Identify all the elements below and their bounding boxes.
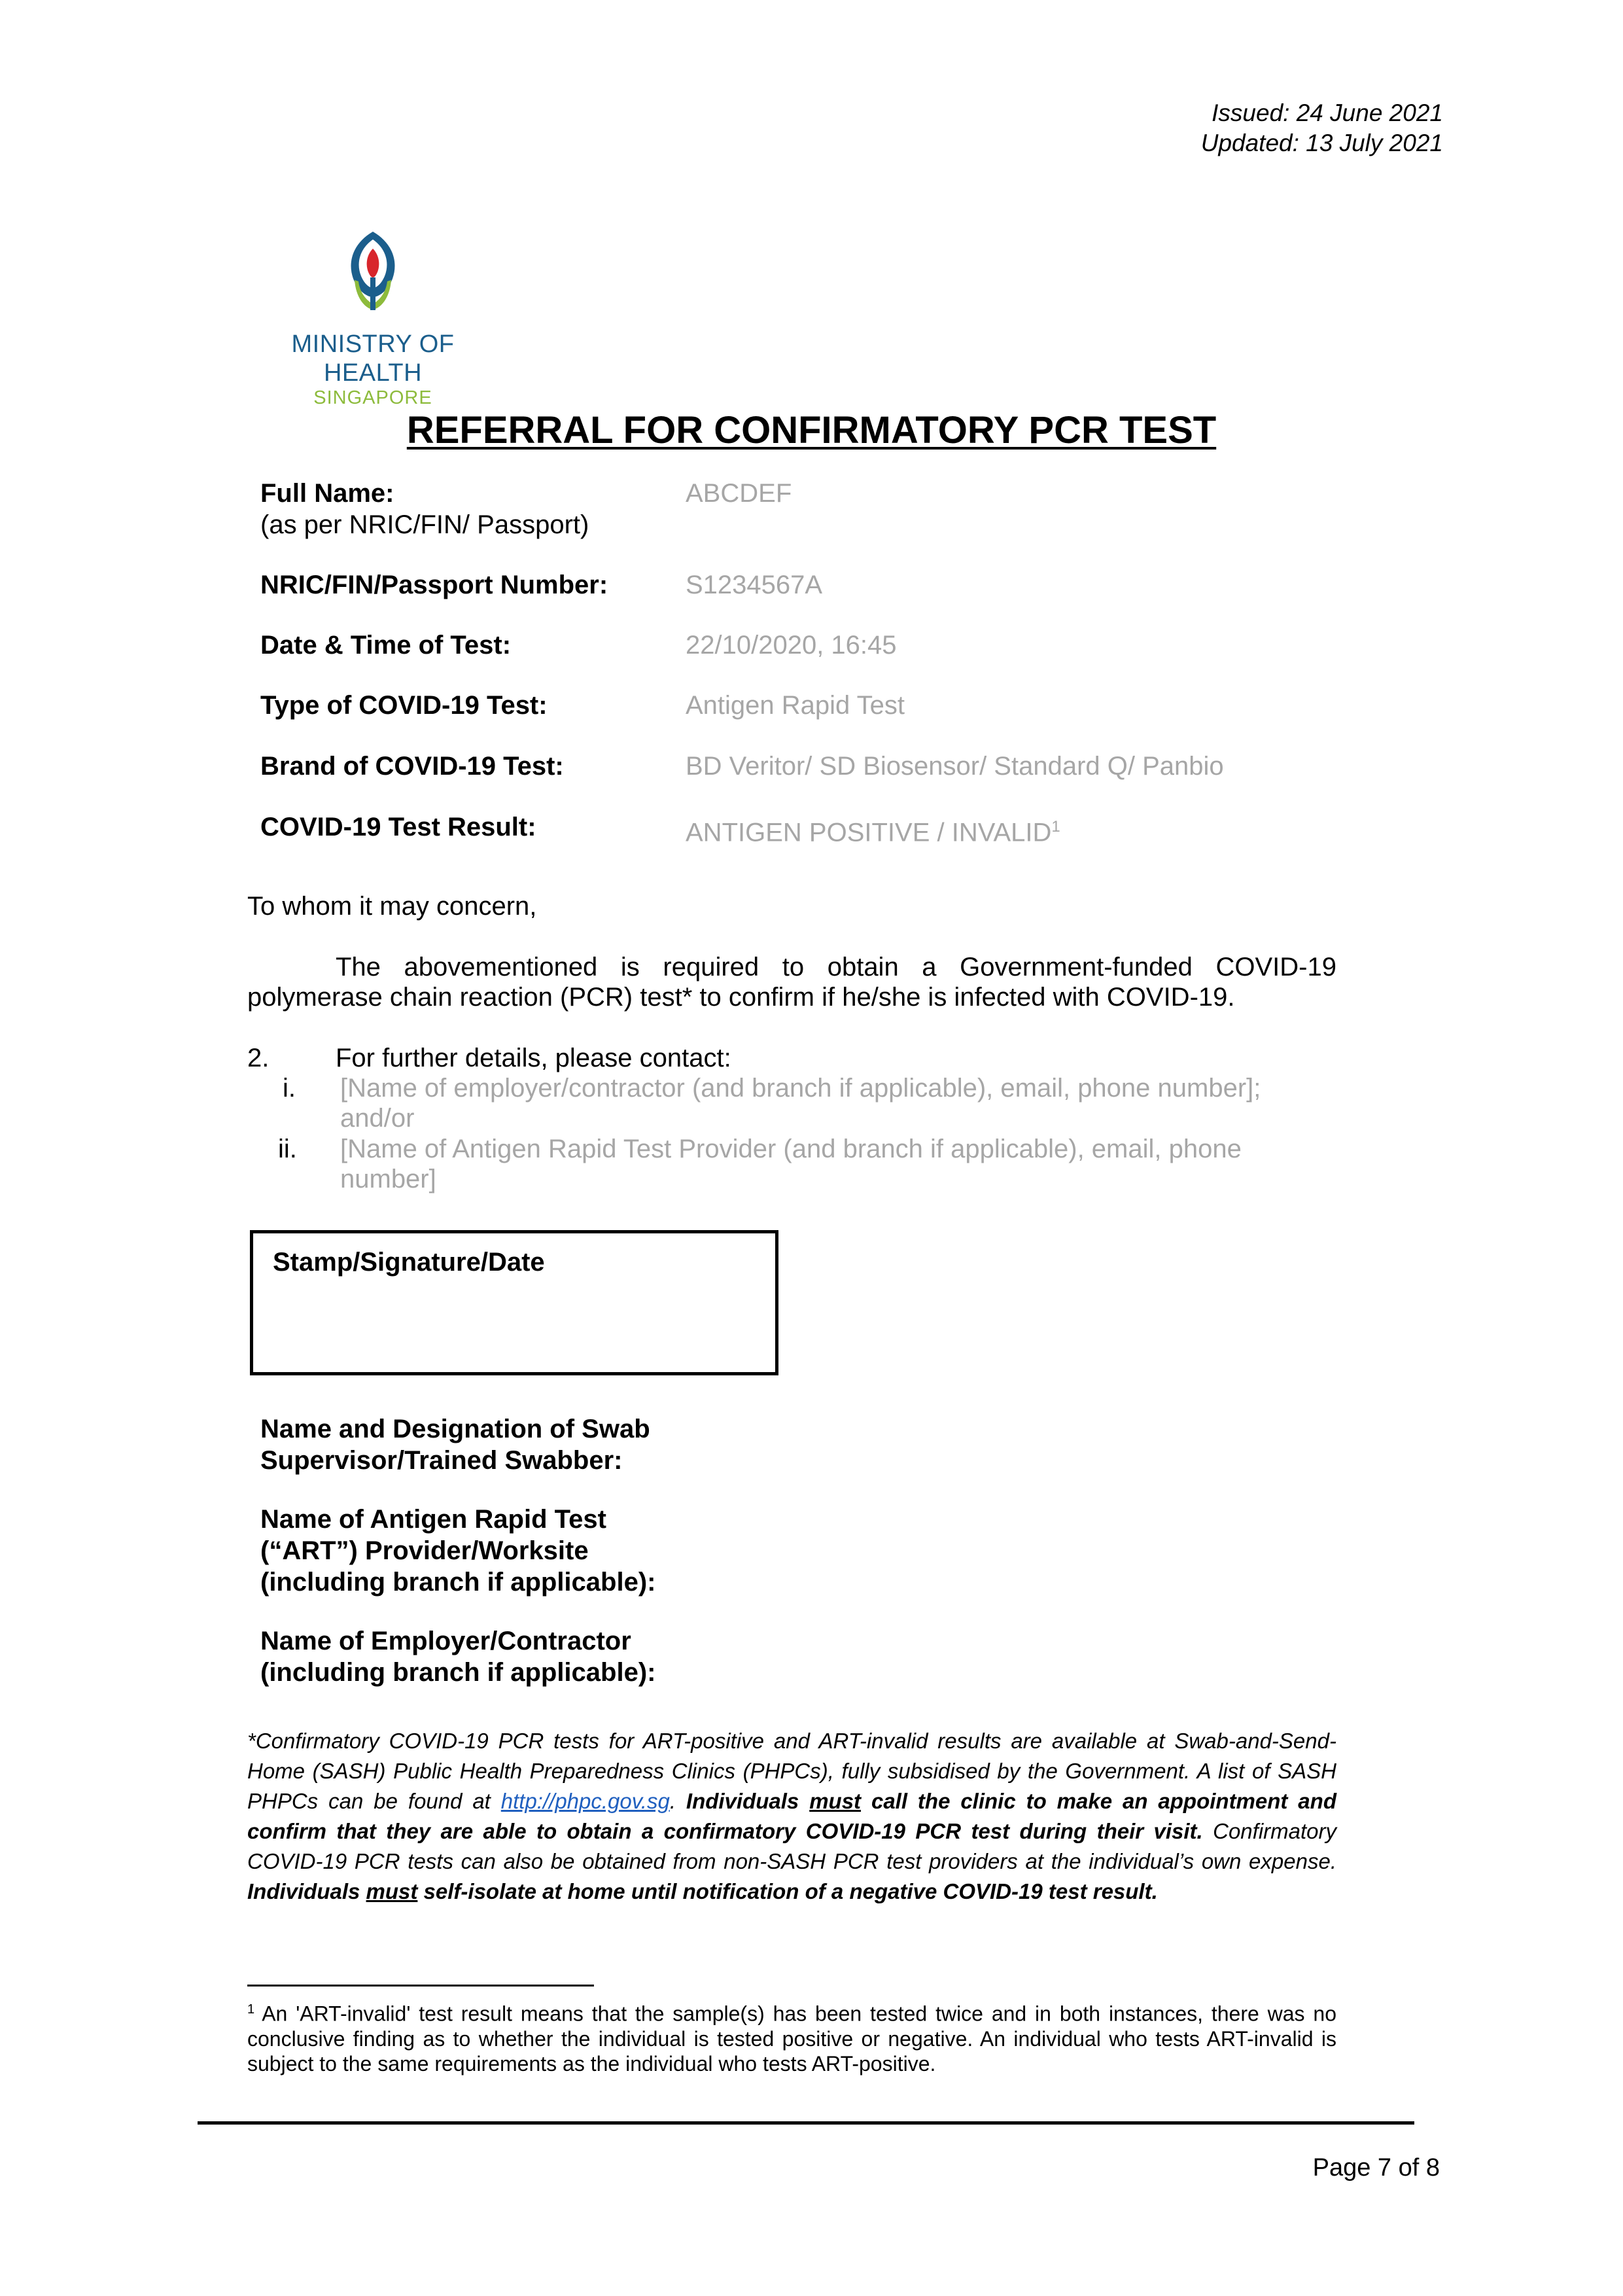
note-bold-2: call the clinic to make an appointment and confirm that they are able to obtain a confirmatory COVID-19 PCR test during their visit. bbox=[247, 1789, 1336, 1843]
contact-employer-item: [Name of employer/contractor (and branch if applicable), email, phone number]; and/or bbox=[340, 1074, 1261, 1133]
contact-art-provider-item: [Name of Antigen Rapid Test Provider (and branch if applicable), email, phone number] bbox=[340, 1135, 1242, 1193]
footer-rule bbox=[198, 2121, 1414, 2125]
test-brand-value: BD Veritor/ SD Biosensor/ Standard Q/ Panbio bbox=[686, 752, 1224, 781]
paragraph-1: The abovementioned is required to obtain a Government-funded COVID-19 polymerase chain reaction (PCR) test* to confirm if he/she is infected with COVID-19. bbox=[247, 953, 1336, 1012]
footnote bbox=[247, 1997, 1336, 2076]
test-result-footnote-ref: 1 bbox=[1051, 818, 1060, 836]
list-marker-ii: ii. bbox=[278, 1135, 297, 1163]
full-name-label bbox=[260, 478, 589, 540]
test-result-value bbox=[686, 811, 1060, 848]
employer-line2: (including branch if applicable): bbox=[260, 1658, 656, 1687]
swab-supervisor-label bbox=[260, 1413, 650, 1476]
document-title bbox=[0, 408, 1623, 452]
swab-supervisor-line2: Supervisor/Trained Swabber: bbox=[260, 1446, 623, 1475]
logo-ministry-text: MINISTRY OF HEALTH bbox=[291, 330, 455, 387]
logo-singapore-text: SINGAPORE bbox=[313, 387, 432, 408]
note-text-2: . bbox=[669, 1789, 686, 1813]
test-type-label: Type of COVID-19 Test: bbox=[260, 691, 548, 720]
note-must-1: must bbox=[809, 1789, 862, 1813]
note-text-1: *Confirmatory COVID-19 PCR tests for ART-positive and ART-invalid results are available at Swab-and-Send-Home (SASH) Public Health Preparedness Clinics (PHPCs), fully subsidised by the Government. A list of SASH PHPCs can be found at bbox=[247, 1729, 1336, 1813]
note-bold-4: self-isolate at home until notification of a negative COVID-19 test result. bbox=[417, 1879, 1158, 1903]
full-name-value: ABCDEF bbox=[686, 479, 792, 508]
moh-logo bbox=[242, 229, 504, 408]
note-must-2: must bbox=[366, 1879, 418, 1903]
nric-label: NRIC/FIN/Passport Number: bbox=[260, 571, 608, 599]
test-result-value-text: ANTIGEN POSITIVE / INVALID bbox=[686, 818, 1052, 847]
confirmatory-test-note bbox=[247, 1726, 1336, 1907]
document-title-text: REFERRAL FOR CONFIRMATORY PCR TEST bbox=[406, 409, 1217, 451]
stamp-signature-box bbox=[250, 1230, 778, 1375]
note-bold-3: Individuals bbox=[247, 1879, 366, 1903]
employer-line1: Name of Employer/Contractor bbox=[260, 1627, 631, 1655]
swab-supervisor-line1: Name and Designation of Swab bbox=[260, 1415, 650, 1443]
test-result-label: COVID-19 Test Result: bbox=[260, 813, 536, 841]
employer-label bbox=[260, 1625, 655, 1688]
full-name-label-text: Full Name: bbox=[260, 479, 394, 508]
salutation: To whom it may concern, bbox=[247, 892, 537, 921]
list-marker-i: i. bbox=[283, 1074, 296, 1103]
art-provider-label bbox=[260, 1504, 655, 1598]
paragraph-2-number: 2. bbox=[247, 1044, 270, 1072]
note-text-3: Confirmatory COVID-19 PCR tests can also be obtained from non-SASH PCR test providers at the individual’s own expense. bbox=[247, 1819, 1336, 1873]
test-type-value: Antigen Rapid Test bbox=[686, 691, 905, 720]
issue-dates bbox=[1201, 98, 1443, 158]
art-provider-line3: (including branch if applicable): bbox=[260, 1568, 656, 1597]
updated-date: Updated: 13 July 2021 bbox=[1200, 130, 1443, 156]
note-bold-1: Individuals bbox=[686, 1789, 810, 1813]
issued-date: Issued: 24 June 2021 bbox=[1212, 99, 1443, 126]
footnote-text: An 'ART-invalid' test result means that the sample(s) has been tested twice and in both instances, there was no conclusive finding as to whether the individual is tested positive or negative. An individual who tests ART-invalid is subject to the same requirements as the individual who tests ART-positive. bbox=[247, 2002, 1336, 2075]
art-provider-line2: (“ART”) Provider/Worksite bbox=[260, 1536, 589, 1565]
moh-emblem-icon bbox=[340, 229, 406, 321]
test-datetime-label: Date & Time of Test: bbox=[260, 631, 512, 660]
full-name-sublabel: (as per NRIC/FIN/ Passport) bbox=[260, 510, 589, 539]
footnote-separator bbox=[247, 1985, 594, 1987]
stamp-signature-label: Stamp/Signature/Date bbox=[273, 1248, 545, 1277]
art-provider-line1: Name of Antigen Rapid Test bbox=[260, 1505, 606, 1534]
nric-value: S1234567A bbox=[686, 571, 823, 599]
phpc-link[interactable]: http://phpc.gov.sg bbox=[500, 1789, 670, 1813]
paragraph-2-text: For further details, please contact: bbox=[336, 1044, 731, 1072]
page-number: Page 7 of 8 bbox=[1312, 2154, 1440, 2181]
test-datetime-value: 22/10/2020, 16:45 bbox=[686, 631, 897, 660]
footnote-marker: 1 bbox=[247, 2002, 255, 2017]
test-brand-label: Brand of COVID-19 Test: bbox=[260, 752, 564, 781]
